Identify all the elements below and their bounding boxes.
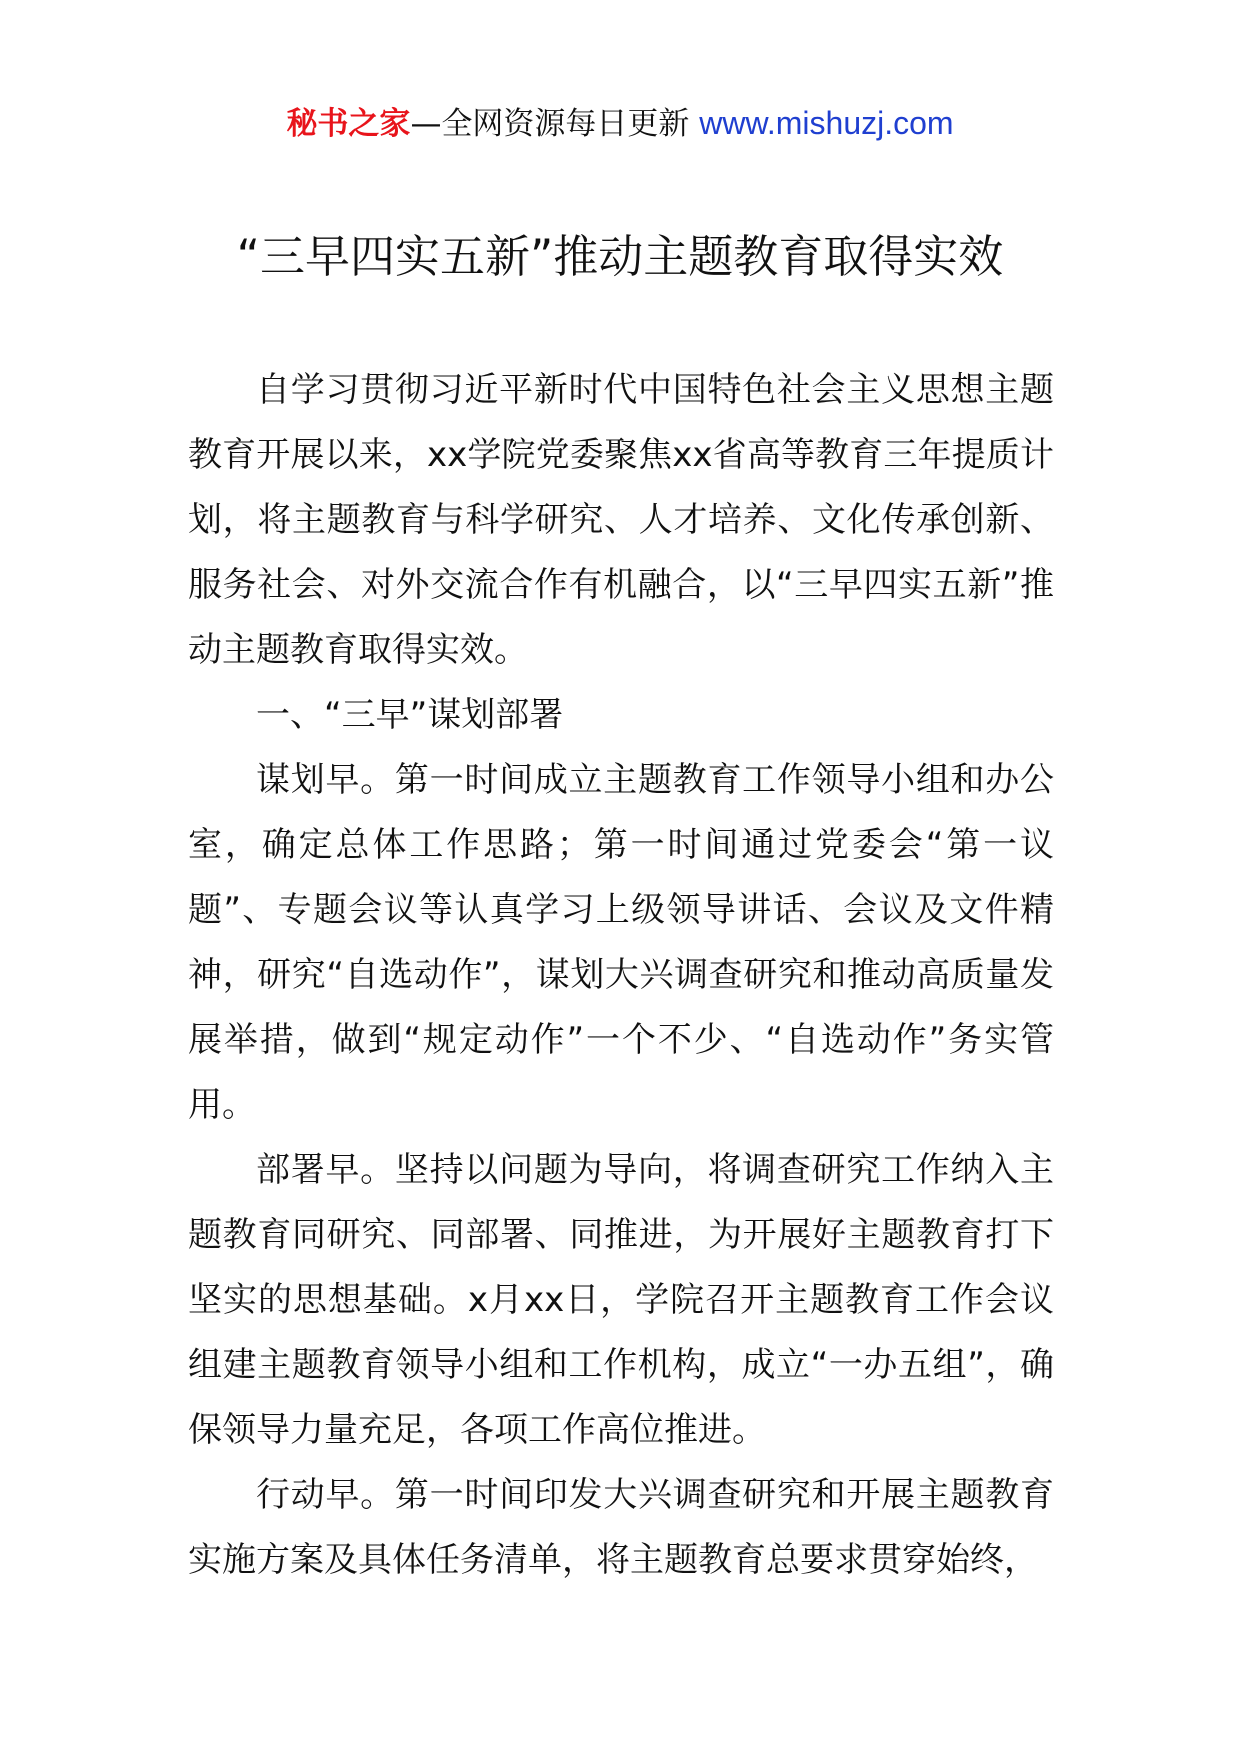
document-body [188,358,1054,1593]
brand-name: 秘书之家 [286,106,411,142]
site-url-link[interactable]: www.mishuzj.com [699,105,954,141]
intro-paragraph: 自学习贯彻习近平新时代中国特色社会主义思想主题教育开展以来，xx学院党委聚焦xx省高等教育三年提质计划，将主题教育与科学研究、人才培养、文化传承创新、服务社会、对外交流合作有机融合，以“三早四实五新”推动主题教育取得实效。 [188,370,1054,670]
header-slogan: —全网资源每日更新 [410,106,690,142]
paragraph-planning: 谋划早。第一时间成立主题教育工作领导小组和办公室，确定总体工作思路；第一时间通过党委会“第一议题”、专题会议等认真学习上级领导讲话、会议及文件精神，研究“自选动作”，谋划大兴调查研究和推动高质量发展举措，做到“规定动作”一个不少、“自选动作”务实管用。 [188,760,1054,1125]
paragraph-action: 行动早。第一时间印发大兴调查研究和开展主题教育实施方案及具体任务清单，将主题教育总要求贯穿始终， [188,1475,1054,1580]
paragraph-deployment: 部署早。坚持以问题为导向，将调查研究工作纳入主题教育同研究、同部署、同推进，为开展好主题教育打下坚实的思想基础。x月xx日，学院召开主题教育工作会议组建主题教育领导小组和工作机构，成立“一办五组”，确保领导力量充足，各项工作高位推进。 [188,1150,1054,1450]
document-title: “三早四实五新”推动主题教育取得实效 [236,230,1004,283]
section-heading: 一、“三早”谋划部署 [256,695,564,735]
site-header [0,98,1240,149]
